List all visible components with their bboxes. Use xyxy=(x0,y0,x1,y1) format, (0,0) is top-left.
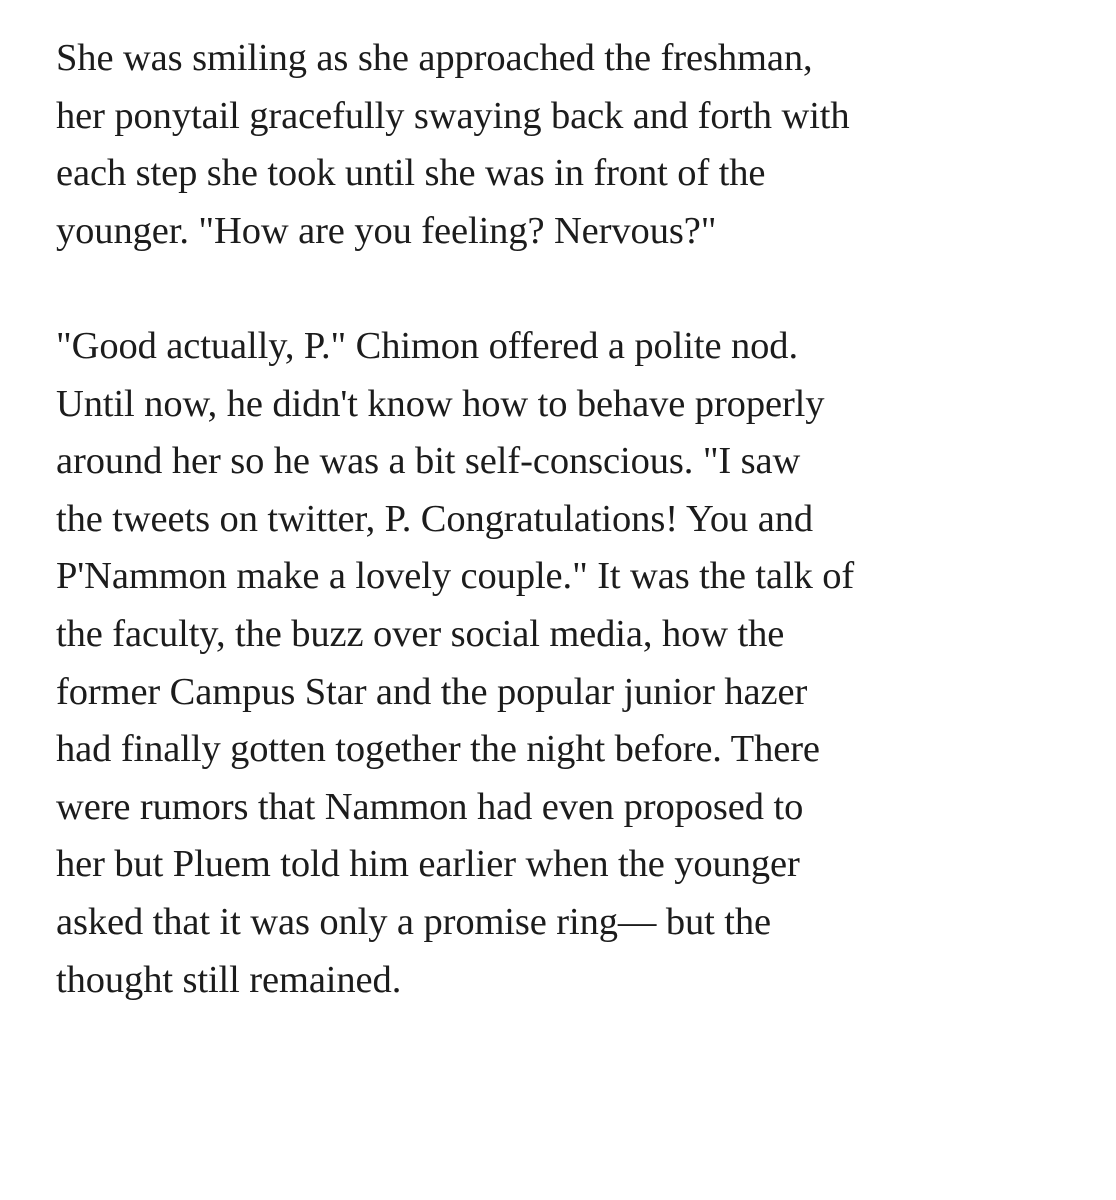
text-line: She was smiling as she approached the freshman, xyxy=(56,37,813,79)
text-line: thought still remained. xyxy=(56,958,402,1001)
text-line: younger. "How are you feeling? Nervous?" xyxy=(56,209,717,252)
text-line: her ponytail gracefully swaying back and forth with xyxy=(56,94,850,137)
text-line: around her so he was a bit self-conscious. "I saw xyxy=(56,440,801,483)
text-line: asked that it was only a promise ring— but the xyxy=(56,900,772,943)
text-line: the faculty, the buzz over social media, how the xyxy=(56,612,785,655)
text-line: P'Nammon make a lovely couple." It was the talk of xyxy=(56,555,855,598)
paragraph-gap xyxy=(56,260,1066,318)
text-line: were rumors that Nammon had even proposed to xyxy=(56,785,804,828)
paragraph-2 xyxy=(56,318,1066,1009)
text-line: Until now, he didn't know how to behave properly xyxy=(56,382,825,425)
text-line: the tweets on twitter, P. Congratulations! You and xyxy=(56,497,813,540)
text-line: her but Pluem told him earlier when the younger xyxy=(56,843,800,886)
text-line: each step she took until she was in front of the xyxy=(56,152,766,195)
text-line: former Campus Star and the popular junior hazer xyxy=(56,670,808,713)
text-line: "Good actually, P." Chimon offered a polite nod. xyxy=(56,324,798,367)
text-line: had finally gotten together the night before. There xyxy=(56,728,820,771)
paragraph-1 xyxy=(56,30,1066,260)
article-body xyxy=(56,30,1066,1009)
